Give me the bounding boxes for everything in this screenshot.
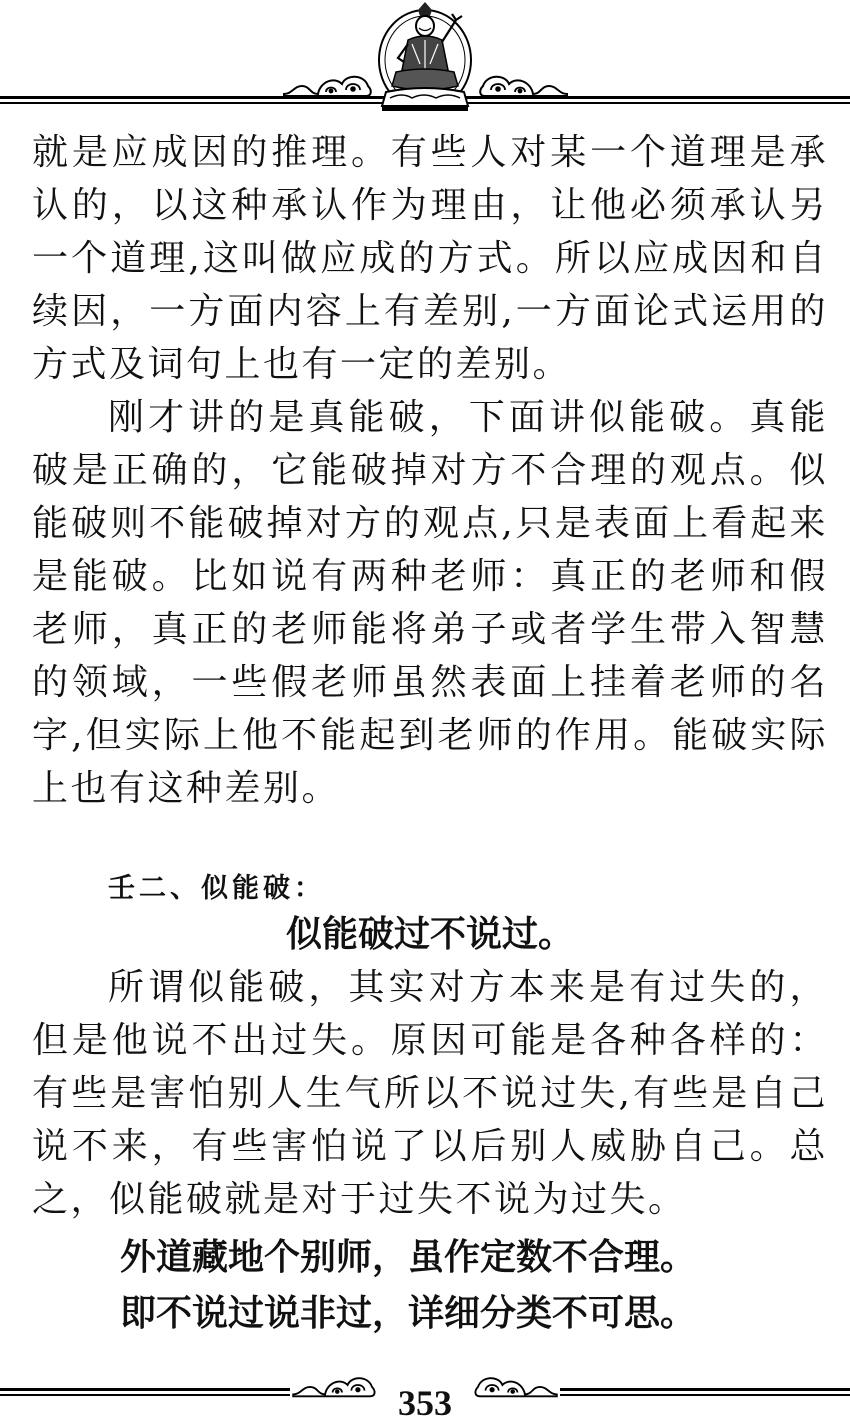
cloud-scroll-icon — [470, 1370, 562, 1400]
section-heading: 壬二、似能破： — [108, 873, 325, 904]
verse-line: 外道藏地个别师，虽作定数不合理。 — [120, 1237, 697, 1278]
footer-rule — [0, 1388, 290, 1391]
cloud-scroll-icon — [288, 1370, 380, 1400]
paragraph-1: 就是应成因的推理。有些人对某一个道理是承认的，以这种承认作为理由，让他必须承认另一个道理,这叫做应成的方式。所以应成因和自续因，一方面内容上有差别,一方面论式运用的方式及词句上也有一定的差别。 — [32, 132, 828, 385]
paragraph-2: 刚才讲的是真能破，下面讲似能破。真能破是正确的，它能破掉对方不合理的观点。似能破则不能破掉对方的观点,只是表面上看起来是能破。比如说有两种老师：真正的老师和假老师，真正的老师能将弟子或者学生带入智慧的领域，一些假老师虽然表面上挂着老师的名字,但实际上他不能起到老师的作用。能破实际上也有这种差别。 — [32, 397, 828, 809]
footer-rule — [560, 1388, 850, 1391]
cloud-scroll-icon — [476, 68, 571, 100]
seated-deity-figure-icon — [372, 0, 478, 112]
verse-block — [32, 1230, 828, 1342]
page-number: 353 — [398, 1383, 452, 1423]
footer-rule — [560, 1394, 850, 1396]
paragraph-3: 所谓似能破，其实对方本来是有过失的，但是他说不出过失。原因可能是各种各样的：有些是害怕别人生气所以不说过失,有些是自己说不来，有些害怕说了以后别人威胁自己。总之，似能破就是对于过失不说为过失。 — [32, 967, 828, 1220]
verse-line: 即不说过说非过，详细分类不可思。 — [120, 1293, 697, 1334]
root-verse: 似能破过不说过。 — [285, 914, 574, 955]
cloud-scroll-icon — [280, 68, 375, 100]
page-body — [32, 126, 828, 1342]
page-header-ornament — [0, 0, 850, 118]
footer-rule — [0, 1394, 290, 1396]
page-footer — [0, 1370, 850, 1426]
